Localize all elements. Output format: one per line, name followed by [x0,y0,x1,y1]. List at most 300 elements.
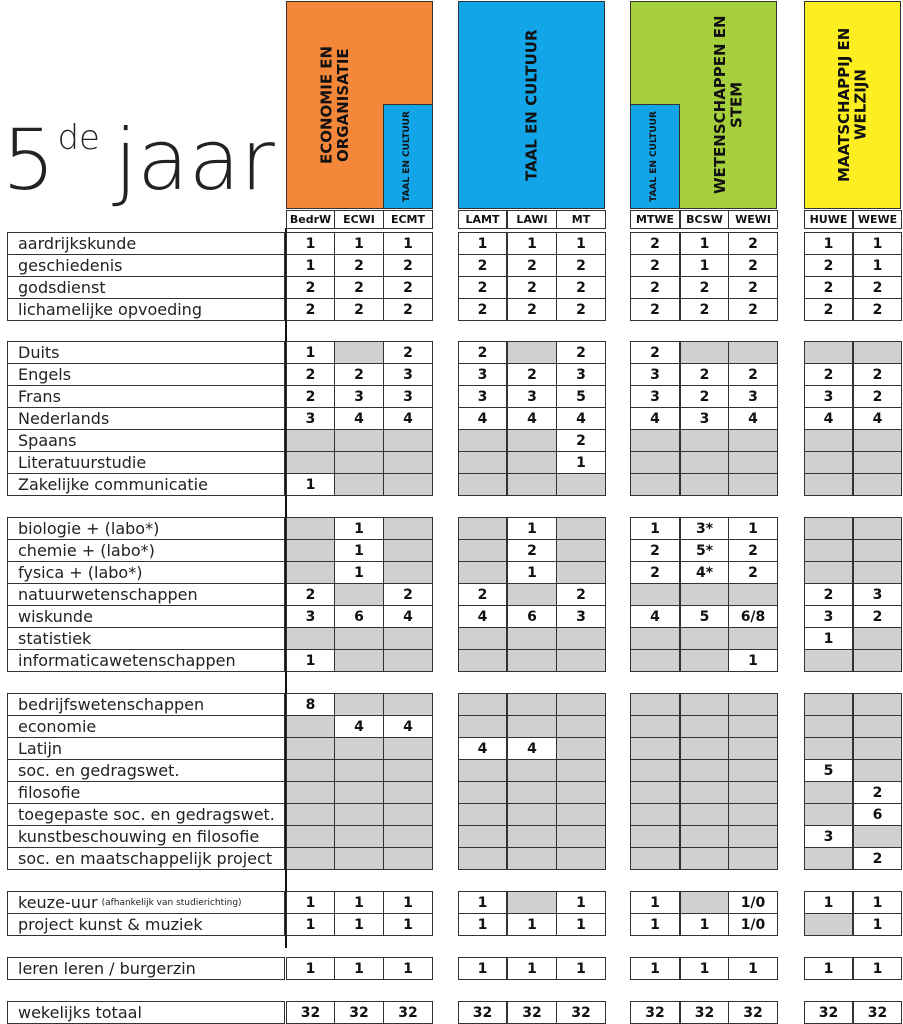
hours-cell-wewi: 2 [728,276,778,299]
hours-cell-huwe [804,847,853,870]
hours-cell-wewe: 2 [853,385,902,408]
hours-cell-lawi: 2 [507,276,557,299]
hours-cell-wewi: 3 [728,385,778,408]
hours-cell-bedrw: 3 [286,407,335,430]
hours-cell-ecwi: 2 [334,254,384,277]
subject-label [7,385,285,408]
hours-cell-ecwi [334,341,384,364]
hours-cell-mt [556,539,606,562]
hours-cell-lawi: 1 [507,561,557,584]
hours-cell-bedrw: 1 [286,473,335,496]
subject-name: Literatuurstudie [18,453,147,472]
hours-cell-ecwi: 32 [334,1001,384,1024]
hours-cell-mt [556,473,606,496]
subject-name: godsdienst [18,278,106,297]
hours-cell-bcsw: 32 [680,1001,729,1024]
hours-cell-bcsw [680,627,729,650]
hours-cell-mt [556,825,606,848]
hours-cell-mt: 1 [556,891,606,914]
subject-name: project kunst & muziek [18,915,203,934]
hours-cell-lamt [458,803,507,826]
hours-cell-wewi: 1 [728,517,778,540]
hours-cell-mtwe [630,627,680,650]
hours-cell-huwe [804,649,853,672]
subject-name: chemie + (labo*) [18,541,155,560]
hours-cell-ecmt [383,451,433,474]
hours-cell-lawi: 2 [507,539,557,562]
hours-cell-wewe [853,451,902,474]
hours-cell-lawi [507,759,557,782]
hours-cell-ecmt: 4 [383,605,433,628]
hours-cell-lawi: 2 [507,298,557,321]
column-code-ecmt: ECMT [383,210,433,229]
hours-cell-mtwe: 2 [630,254,680,277]
hours-cell-ecwi: 2 [334,276,384,299]
hours-cell-wewi [728,737,778,760]
subject-label [7,825,285,848]
hours-cell-ecmt: 1 [383,957,433,980]
hours-cell-wewe [853,759,902,782]
hours-cell-mt: 1 [556,957,606,980]
hours-cell-mt: 32 [556,1001,606,1024]
subject-label [7,539,285,562]
hours-cell-lawi [507,715,557,738]
hours-cell-huwe [804,715,853,738]
hours-cell-huwe: 1 [804,232,853,255]
subject-name: lichamelijke opvoeding [18,300,202,319]
domain-label-economie: ECONOMIE EN ORGANISATIE [317,45,352,165]
column-code-lamt: LAMT [458,210,507,229]
hours-cell-lawi: 1 [507,232,557,255]
hours-cell-lamt [458,473,507,496]
column-code-ecwi: ECWI [334,210,384,229]
hours-cell-mt [556,561,606,584]
hours-cell-wewi: 2 [728,254,778,277]
hours-cell-huwe [804,429,853,452]
hours-cell-huwe [804,451,853,474]
hours-cell-mtwe [630,781,680,804]
subject-name: Spaans [18,431,77,450]
subject-name: informaticawetenschappen [18,651,236,670]
hours-cell-wewe: 32 [853,1001,902,1024]
hours-cell-huwe: 2 [804,254,853,277]
hours-cell-lamt [458,451,507,474]
subject-label [7,473,285,496]
subject-label [7,429,285,452]
hours-cell-lawi: 1 [507,517,557,540]
hours-cell-mtwe: 2 [630,341,680,364]
hours-cell-bedrw [286,429,335,452]
hours-cell-ecmt [383,517,433,540]
hours-cell-wewi: 4 [728,407,778,430]
hours-cell-lamt: 2 [458,276,507,299]
subject-name: Nederlands [18,409,110,428]
hours-cell-lawi [507,781,557,804]
hours-cell-mt: 3 [556,605,606,628]
subject-label [7,605,285,628]
hours-cell-mtwe [630,451,680,474]
hours-cell-mt [556,737,606,760]
hours-cell-mtwe [630,715,680,738]
subject-name: geschiedenis [18,256,123,275]
subject-label [7,803,285,826]
hours-cell-mtwe: 1 [630,891,680,914]
subject-label [7,715,285,738]
hours-cell-wewe [853,825,902,848]
subject-name: fysica + (labo*) [18,563,143,582]
hours-cell-bcsw [680,759,729,782]
domain-label-taal: TAAL EN CULTUUR [522,29,541,181]
hours-cell-lamt: 1 [458,232,507,255]
hours-cell-wewe: 2 [853,363,902,386]
hours-cell-ecmt [383,627,433,650]
hours-cell-ecwi: 1 [334,913,384,936]
hours-cell-mtwe: 1 [630,957,680,980]
hours-cell-lawi: 1 [507,957,557,980]
hours-cell-ecmt: 4 [383,407,433,430]
hours-cell-wewi [728,759,778,782]
hours-cell-ecmt: 4 [383,715,433,738]
hours-cell-lamt: 32 [458,1001,507,1024]
hours-cell-huwe [804,517,853,540]
subject-label [7,847,285,870]
column-code-wewe: WEWE [853,210,902,229]
hours-cell-lamt [458,517,507,540]
hours-cell-lawi [507,627,557,650]
hours-cell-bedrw: 1 [286,232,335,255]
hours-cell-wewe: 2 [853,276,902,299]
hours-cell-mt: 2 [556,341,606,364]
subject-label [7,561,285,584]
hours-cell-wewe: 1 [853,232,902,255]
hours-cell-mtwe: 2 [630,232,680,255]
hours-cell-ecmt: 1 [383,232,433,255]
hours-cell-wewe: 1 [853,913,902,936]
subject-label [7,1001,285,1024]
hours-cell-lamt: 4 [458,407,507,430]
hours-cell-ecwi [334,473,384,496]
hours-cell-ecmt [383,693,433,716]
hours-cell-wewe [853,517,902,540]
hours-cell-ecmt [383,781,433,804]
subject-note: (afhankelijk van studierichting) [101,897,242,908]
hours-cell-ecmt: 2 [383,583,433,606]
hours-cell-wewe: 6 [853,803,902,826]
domain-label-maatschappij: MAATSCHAPPIJ EN WELZIJN [835,27,870,183]
hours-cell-lamt [458,781,507,804]
hours-cell-wewi: 1 [728,957,778,980]
subject-name: economie [18,717,97,736]
hours-cell-wewi: 2 [728,539,778,562]
hours-cell-mtwe [630,429,680,452]
hours-cell-lamt: 3 [458,363,507,386]
subject-name: natuurwetenschappen [18,585,198,604]
hours-cell-bedrw [286,759,335,782]
hours-cell-ecmt [383,539,433,562]
subject-label [7,759,285,782]
hours-cell-lawi [507,649,557,672]
subject-label [7,693,285,716]
hours-cell-bedrw: 3 [286,605,335,628]
subject-name: bedrijfswetenschappen [18,695,205,714]
hours-cell-mt: 1 [556,232,606,255]
hours-cell-bedrw: 2 [286,385,335,408]
hours-cell-mtwe: 2 [630,298,680,321]
hours-cell-wewi [728,781,778,804]
hours-cell-wewi: 1/0 [728,913,778,936]
hours-cell-ecmt [383,737,433,760]
hours-cell-bedrw: 1 [286,957,335,980]
subject-label [7,276,285,299]
hours-cell-ecmt [383,649,433,672]
hours-cell-mt [556,759,606,782]
hours-cell-wewe: 1 [853,254,902,277]
hours-cell-wewe [853,737,902,760]
subject-label [7,407,285,430]
subject-label [7,583,285,606]
column-code-wewi: WEWI [728,210,778,229]
hours-cell-mtwe [630,825,680,848]
subject-name: soc. en gedragswet. [18,761,180,780]
hours-cell-lamt [458,715,507,738]
hours-cell-huwe: 3 [804,825,853,848]
hours-cell-mtwe: 2 [630,561,680,584]
subject-name: soc. en maatschappelijk project [18,849,273,868]
hours-cell-wewi [728,341,778,364]
hours-cell-bedrw: 2 [286,298,335,321]
hours-cell-wewi [728,429,778,452]
hours-cell-wewe: 2 [853,781,902,804]
hours-cell-huwe: 1 [804,891,853,914]
hours-cell-mt: 1 [556,913,606,936]
hours-cell-mt [556,649,606,672]
hours-cell-bedrw: 32 [286,1001,335,1024]
hours-cell-wewi: 2 [728,298,778,321]
hours-cell-mtwe [630,759,680,782]
hours-cell-bcsw [680,891,729,914]
hours-cell-bcsw [680,825,729,848]
subject-label [7,254,285,277]
hours-cell-lamt [458,649,507,672]
column-code-mt: MT [556,210,606,229]
hours-cell-ecwi: 1 [334,561,384,584]
subject-name: aardrijkskunde [18,234,137,253]
hours-cell-ecwi: 3 [334,385,384,408]
hours-cell-ecwi: 1 [334,539,384,562]
hours-cell-bedrw [286,517,335,540]
hours-cell-ecwi: 4 [334,407,384,430]
hours-cell-wewe [853,627,902,650]
subject-label [7,298,285,321]
hours-cell-lawi: 4 [507,737,557,760]
hours-cell-ecwi [334,429,384,452]
hours-cell-mtwe: 4 [630,407,680,430]
hours-cell-lawi: 3 [507,385,557,408]
hours-cell-wewi [728,715,778,738]
hours-cell-bcsw [680,737,729,760]
hours-cell-bcsw: 2 [680,385,729,408]
hours-cell-lamt: 3 [458,385,507,408]
hours-cell-bedrw [286,825,335,848]
hours-cell-bcsw: 1 [680,957,729,980]
hours-cell-ecwi [334,781,384,804]
hours-cell-wewi [728,627,778,650]
hours-cell-mt [556,693,606,716]
hours-cell-bcsw [680,473,729,496]
hours-cell-wewi: 2 [728,363,778,386]
hours-cell-huwe: 1 [804,627,853,650]
hours-cell-lamt [458,429,507,452]
hours-cell-mtwe: 3 [630,385,680,408]
hours-cell-ecwi [334,803,384,826]
subject-name: toegepaste soc. en gedragswet. [18,805,275,824]
column-code-bedrw: BedrW [286,210,335,229]
hours-cell-bcsw [680,429,729,452]
hours-cell-lamt [458,847,507,870]
hours-cell-wewi [728,473,778,496]
hours-cell-ecmt [383,803,433,826]
domain-sub-wetenschappen-taal-label: TAAL EN CULTUUR [649,111,660,202]
subject-label [7,232,285,255]
hours-cell-wewe: 2 [853,605,902,628]
hours-cell-wewi [728,451,778,474]
hours-cell-ecmt: 32 [383,1001,433,1024]
hours-cell-bcsw [680,649,729,672]
hours-cell-ecwi: 1 [334,232,384,255]
hours-cell-huwe: 2 [804,363,853,386]
hours-cell-wewe [853,429,902,452]
subject-label [7,891,285,914]
hours-cell-ecmt [383,561,433,584]
hours-cell-bcsw: 1 [680,913,729,936]
subject-name: Zakelijke communicatie [18,475,208,494]
hours-cell-lamt [458,693,507,716]
hours-cell-ecmt: 1 [383,913,433,936]
hours-cell-wewi [728,583,778,606]
hours-cell-bedrw: 1 [286,341,335,364]
hours-cell-bcsw [680,451,729,474]
hours-cell-ecwi: 2 [334,363,384,386]
title-superscript: de [57,118,100,158]
hours-cell-ecmt: 2 [383,276,433,299]
hours-cell-mt: 4 [556,407,606,430]
hours-cell-wewi: 6/8 [728,605,778,628]
hours-cell-ecmt: 2 [383,254,433,277]
hours-cell-ecmt: 1 [383,891,433,914]
hours-cell-bcsw: 1 [680,254,729,277]
hours-cell-lamt: 4 [458,605,507,628]
hours-cell-wewe [853,341,902,364]
hours-cell-mt [556,781,606,804]
subject-name: wekelijks totaal [18,1003,142,1022]
hours-cell-huwe: 5 [804,759,853,782]
hours-cell-bedrw: 1 [286,891,335,914]
hours-cell-ecwi [334,451,384,474]
hours-cell-huwe [804,781,853,804]
hours-cell-lamt: 2 [458,583,507,606]
hours-cell-bcsw [680,803,729,826]
hours-cell-mtwe: 4 [630,605,680,628]
hours-cell-ecmt [383,473,433,496]
subject-name: keuze-uur [18,893,98,912]
hours-cell-bedrw [286,715,335,738]
hours-cell-lawi [507,803,557,826]
hours-cell-ecmt [383,759,433,782]
hours-cell-wewe: 1 [853,957,902,980]
hours-cell-mtwe: 1 [630,913,680,936]
hours-cell-wewi [728,803,778,826]
hours-cell-bcsw: 2 [680,363,729,386]
hours-cell-lawi [507,451,557,474]
hours-cell-ecwi: 1 [334,957,384,980]
hours-cell-bcsw: 4* [680,561,729,584]
hours-cell-bcsw [680,715,729,738]
hours-cell-bcsw: 1 [680,232,729,255]
domain-sub-economie-taal-label: TAAL EN CULTUUR [402,111,413,202]
hours-cell-ecwi [334,649,384,672]
hours-cell-lawi: 2 [507,363,557,386]
hours-cell-huwe [804,341,853,364]
subject-label [7,363,285,386]
hours-cell-lamt: 2 [458,341,507,364]
hours-cell-bcsw: 3* [680,517,729,540]
hours-cell-huwe [804,803,853,826]
hours-cell-lamt [458,759,507,782]
hours-cell-bcsw [680,693,729,716]
hours-cell-bcsw: 2 [680,276,729,299]
hours-cell-lamt [458,539,507,562]
hours-cell-wewi: 1/0 [728,891,778,914]
hours-cell-wewe: 3 [853,583,902,606]
hours-cell-ecwi [334,693,384,716]
hours-cell-wewi [728,847,778,870]
subject-name: filosofie [18,783,81,802]
hours-cell-ecwi [334,583,384,606]
column-code-mtwe: MTWE [630,210,680,229]
column-code-bcsw: BCSW [680,210,729,229]
hours-cell-mtwe: 2 [630,276,680,299]
hours-cell-mt [556,803,606,826]
hours-cell-lawi [507,693,557,716]
subject-name: Frans [18,387,61,406]
hours-cell-huwe [804,473,853,496]
domain-label-wetenschappen: WETENSCHAPPEN EN STEM [711,15,746,195]
hours-cell-huwe: 2 [804,583,853,606]
hours-cell-huwe: 2 [804,276,853,299]
hours-cell-bcsw: 3 [680,407,729,430]
column-code-huwe: HUWE [804,210,853,229]
hours-cell-bcsw [680,583,729,606]
hours-cell-ecwi: 4 [334,715,384,738]
hours-cell-huwe: 4 [804,407,853,430]
hours-cell-ecmt: 3 [383,363,433,386]
subject-label [7,627,285,650]
title-word: jaar [113,111,275,209]
subject-label [7,957,285,980]
subject-name: Latijn [18,739,63,758]
page-title [2,111,275,228]
title-number: 5 [2,111,56,209]
hours-cell-bcsw: 5 [680,605,729,628]
hours-cell-lawi: 32 [507,1001,557,1024]
hours-cell-bedrw: 2 [286,583,335,606]
hours-cell-bedrw [286,737,335,760]
column-code-lawi: LAWI [507,210,557,229]
hours-cell-mtwe [630,803,680,826]
hours-cell-mtwe [630,737,680,760]
hours-cell-bedrw [286,781,335,804]
hours-cell-lawi: 6 [507,605,557,628]
